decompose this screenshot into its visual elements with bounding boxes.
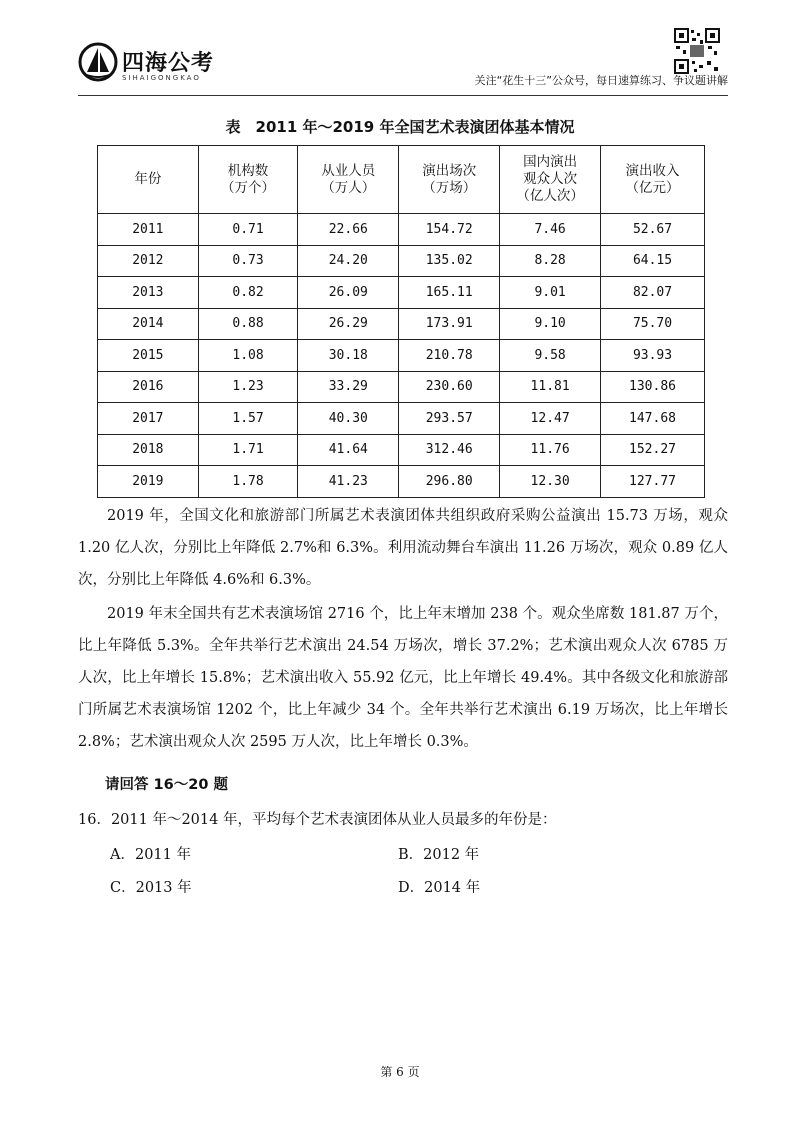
- table-cell: 296.80: [399, 466, 500, 498]
- table-cell: 22.66: [298, 214, 399, 246]
- table-cell: 0.82: [198, 277, 298, 309]
- table-cell: 2014: [98, 308, 199, 340]
- table-cell: 147.68: [601, 403, 705, 435]
- table-cell: 12.47: [500, 403, 601, 435]
- table-cell: 173.91: [399, 308, 500, 340]
- table-cell: 12.30: [500, 466, 601, 498]
- table-cell: 52.67: [601, 214, 705, 246]
- table-row: [98, 340, 705, 372]
- table-cell: 40.30: [298, 403, 399, 435]
- table-cell: 41.64: [298, 434, 399, 466]
- table-row: [98, 466, 705, 498]
- table-cell: 165.11: [399, 277, 500, 309]
- table-cell: 312.46: [399, 434, 500, 466]
- table-cell: 127.77: [601, 466, 705, 498]
- slogan-text: 关注“花生十三”公众号，每日速算练习、争议题讲解: [474, 74, 728, 87]
- qr-code-icon: [674, 28, 720, 74]
- table-cell: 2016: [98, 371, 199, 403]
- header-revenue: 演出收入 （亿元）: [601, 146, 705, 214]
- table-cell: 24.20: [298, 245, 399, 277]
- table-cell: 1.23: [198, 371, 298, 403]
- table-cell: 1.78: [198, 466, 298, 498]
- table-body: [98, 214, 705, 498]
- table-cell: 293.57: [399, 403, 500, 435]
- table-cell: 135.02: [399, 245, 500, 277]
- table-cell: 82.07: [601, 277, 705, 309]
- table-cell: 26.29: [298, 308, 399, 340]
- header-year: 年份: [98, 146, 199, 214]
- question-section-heading: 请回答 16～20 题: [105, 777, 228, 793]
- table-cell: 9.01: [500, 277, 601, 309]
- table-cell: 0.71: [198, 214, 298, 246]
- table-cell: 154.72: [399, 214, 500, 246]
- table-row: [98, 245, 705, 277]
- header-divider: [78, 95, 728, 96]
- table-cell: 7.46: [500, 214, 601, 246]
- table-cell: 130.86: [601, 371, 705, 403]
- table-cell: 230.60: [399, 371, 500, 403]
- table-row: [98, 371, 705, 403]
- table-cell: 2012: [98, 245, 199, 277]
- logo-subtext: SIHAIGONGKAO: [122, 74, 201, 82]
- paragraph-1: 2019 年，全国文化和旅游部门所属艺术表演团体共组织政府采购公益演出 15.73 万场，观众 1.20 亿人次，分别比上年降低 2.7%和 6.3%。利用流动舞台车演出 11.26 万场次，观众 0.89 亿人次，分别比上年降低 4.6%和 6.3%。: [78, 508, 728, 588]
- page-number: 第 6 页: [380, 1065, 420, 1079]
- table-cell: 93.93: [601, 340, 705, 372]
- table-cell: 2017: [98, 403, 199, 435]
- table-cell: 2019: [98, 466, 199, 498]
- table-header-row: [98, 146, 705, 214]
- table-cell: 2011: [98, 214, 199, 246]
- table-cell: 0.73: [198, 245, 298, 277]
- table-cell: 2013: [98, 277, 199, 309]
- table-cell: 9.10: [500, 308, 601, 340]
- option-c[interactable]: C．2013 年: [110, 880, 192, 896]
- table-cell: 26.09: [298, 277, 399, 309]
- option-d[interactable]: D．2014 年: [398, 880, 481, 896]
- header-org-count: 机构数 （万个）: [198, 146, 298, 214]
- data-table: [97, 145, 705, 498]
- table-cell: 11.76: [500, 434, 601, 466]
- table-row: [98, 403, 705, 435]
- table-cell: 1.57: [198, 403, 298, 435]
- table-title: 表 2011 年～2019 年全国艺术表演团体基本情况: [225, 118, 575, 136]
- header-audience: 国内演出 观众人次 （亿人次）: [500, 146, 601, 214]
- table-cell: 1.08: [198, 340, 298, 372]
- table-cell: 8.28: [500, 245, 601, 277]
- table-cell: 152.27: [601, 434, 705, 466]
- page-header: [78, 30, 728, 94]
- table-cell: 64.15: [601, 245, 705, 277]
- table-row: [98, 434, 705, 466]
- option-a[interactable]: A．2011 年: [110, 847, 191, 863]
- logo-text: 四海公考: [122, 51, 215, 76]
- question-stem: 16．2011 年～2014 年，平均每个艺术表演团体从业人员最多的年份是：: [78, 812, 557, 828]
- table-cell: 1.71: [198, 434, 298, 466]
- table-cell: 2015: [98, 340, 199, 372]
- table-cell: 33.29: [298, 371, 399, 403]
- paragraph-2: 2019 年末全国共有艺术表演场馆 2716 个，比上年末增加 238 个。观众坐席数 181.87 万个，比上年降低 5.3%。全年共举行艺术演出 24.54 万场次，增长 37.2%；艺术演出观众人次 6785 万人次，比上年增长 15.8%；艺术演出收入 55.92 亿元，比上年增长 49.4%。其中各级文化和旅游部门所属艺术表演场馆 1202 个，比上年减少 34 个。全年共举行艺术演出 6.19 万场次，比上年增长 2.8%；艺术演出观众人次 2595 万人次，比上年增长 0.3%。: [78, 606, 728, 750]
- table-cell: 210.78: [399, 340, 500, 372]
- table-row: [98, 308, 705, 340]
- table-cell: 41.23: [298, 466, 399, 498]
- table-cell: 9.58: [500, 340, 601, 372]
- option-b[interactable]: B．2012 年: [398, 847, 480, 863]
- sailboat-logo-icon: [78, 42, 118, 82]
- table-cell: 0.88: [198, 308, 298, 340]
- table-cell: 75.70: [601, 308, 705, 340]
- table-cell: 30.18: [298, 340, 399, 372]
- table-cell: 11.81: [500, 371, 601, 403]
- table-cell: 2018: [98, 434, 199, 466]
- table-row: [98, 214, 705, 246]
- table-row: [98, 277, 705, 309]
- header-employees: 从业人员 （万人）: [298, 146, 399, 214]
- header-performances: 演出场次 （万场）: [399, 146, 500, 214]
